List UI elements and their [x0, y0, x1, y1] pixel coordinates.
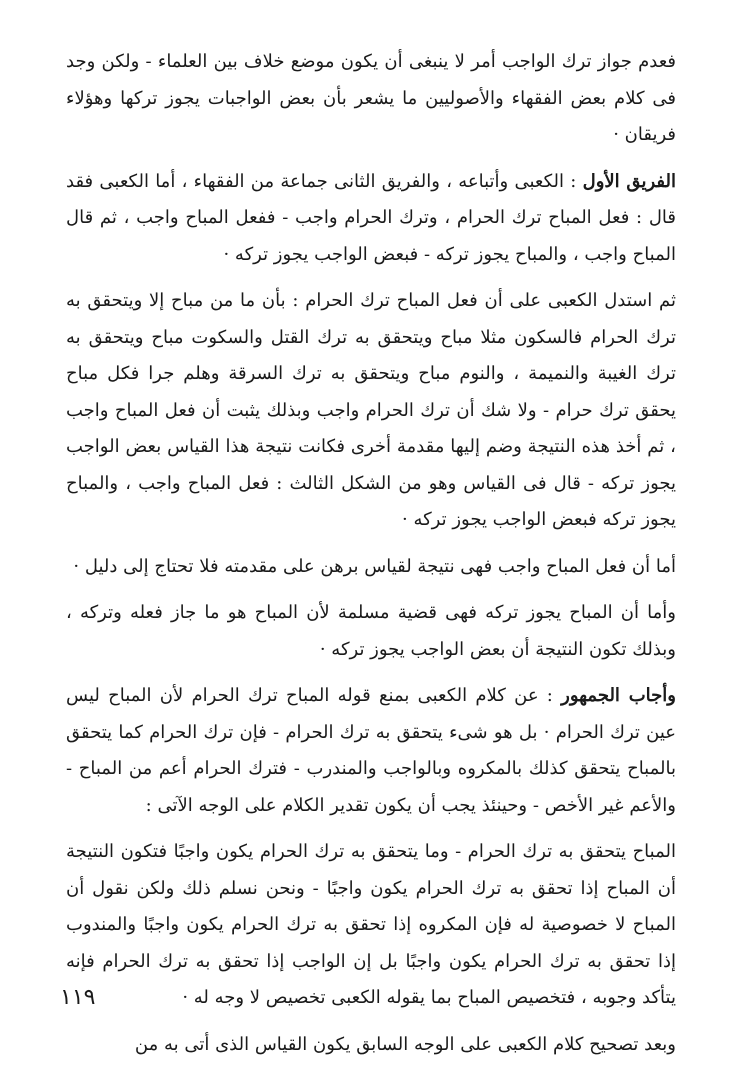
paragraph-7-text: المباح يتحقق به ترك الحرام - وما يتحقق به ترك الحرام يكون واجبًا فتكون النتيجة أن المباح إذا تحقق به ترك الحرام يكون واجبًا - ونحن نسلم ذلك ولكن نقول أن المباح لا خصوصية له فإن المكروه إذا تحقق به ترك الحرام يكون واجبًا والمندوب إذا تحقق به ترك الحرام يكون واجبًا بل إن الواجب إذا تحقق به ترك الحرام فإنه يتأكد وجوبه ، فتخصيص المباح بما يقوله الكعبى تخصيص لا وجه له ·: [66, 841, 676, 1008]
paragraph-1: [66, 44, 676, 154]
paragraph-4-text: أما أن فعل المباح واجب فهى نتيجة لقياس برهن على مقدمته فلا تحتاج إلى دليل ·: [73, 555, 676, 577]
paragraph-5: [66, 595, 676, 668]
paragraph-1-text: فعدم جواز ترك الواجب أمر لا ينبغى أن يكون موضع خلاف بين العلماء - ولكن وجد فى كلام بعض الفقهاء والأصوليين ما يشعر بأن بعض الواجبات يجوز تركها وهؤلاء فريقان ·: [66, 51, 676, 145]
paragraph-3: [66, 283, 676, 539]
paragraph-6-text: : عن كلام الكعبى بمنع قوله المباح ترك الحرام لأن المباح ليس عين ترك الحرام · بل هو شىء يتحقق به ترك الحرام - فإن ترك الحرام كما يتحقق بالمباح يتحقق كذلك بالمكروه وبالواجب والمندرب - فترك الحرام أعم من المباح - والأعم غير الأخص - وحينئذ يجب أن يكون تقدير الكلام على الوجه الآتى :: [66, 685, 676, 816]
paragraph-8-text: وبعد تصحيح كلام الكعبى على الوجه السابق يكون القياس الذى أتى به من: [134, 1033, 676, 1055]
paragraph-2: [66, 164, 676, 274]
paragraph-7: [66, 834, 676, 1017]
paragraph-2-lead: الفريق الأول: [582, 170, 676, 192]
paragraph-3-text: ثم استدل الكعبى على أن فعل المباح ترك الحرام : بأن ما من مباح إلا ويتحقق به ترك الحرام فالسكون مثلا مباح ويتحقق به ترك القتل والسكوت مباح ويتحقق به ترك الغيبة والنميمة ، والنوم مباح ويتحقق به ترك السرقة وهلم جرا فكل مباح يحقق ترك حرام - ولا شك أن ترك الحرام واجب وبذلك يثبت أن فعل المباح واجب ، ثم أخذ هذه النتيجة وضم إليها مقدمة أخرى فكانت نتيجة هذا القياس بعض الواجب يجوز تركه - قال فى القياس وهو من الشكل الثالث : فعل المباح واجب ، والمباح يجوز تركه فبعض الواجب يجوز تركه ·: [66, 290, 676, 530]
paragraph-4: [66, 549, 676, 586]
page-number: ١١٩: [60, 985, 96, 1010]
paragraph-6: [66, 678, 676, 824]
paragraph-2-text: : الكعبى وأتباعه ، والفريق الثانى جماعة من الفقهاء ، أما الكعبى فقد قال : فعل المباح ترك الحرام ، وترك الحرام واجب - ففعل المباح واجب ، ثم قال المباح واجب ، والمباح يجوز تركه - فبعض الواجب يجوز تركه ·: [66, 170, 676, 265]
body-text: [66, 44, 676, 1073]
paragraph-8: [66, 1027, 676, 1064]
paragraph-5-text: وأما أن المباح يجوز تركه فهى قضية مسلمة لأن المباح هو ما جاز فعله وتركه ، وبذلك تكون النتيجة أن بعض الواجب يجوز تركه ·: [66, 602, 676, 660]
paragraph-6-lead: وأجاب الجمهور: [561, 685, 676, 706]
